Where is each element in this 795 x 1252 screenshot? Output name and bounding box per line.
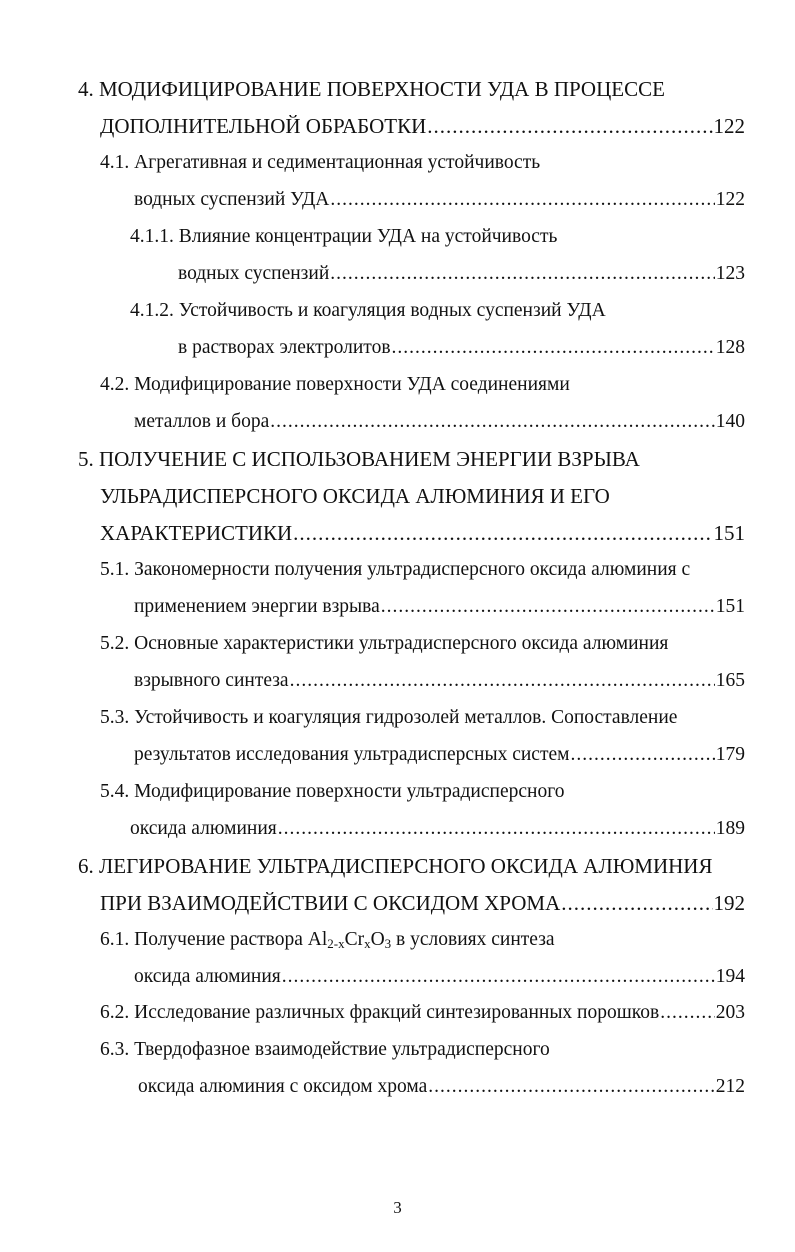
toc-section-5-3-line: результатов исследования ультрадисперсных систем ..... 179	[134, 742, 745, 768]
toc-section-4-1-title: 4.1. Агрегативная и седиментационная устойчивость	[100, 152, 541, 173]
toc-subsection-4-1-1-title: 4.1.1. Влияние концентрации УДА на устойчивость	[130, 226, 558, 247]
toc-section-5-3-title: 5.3. Устойчивость и коагуляция гидрозолей металлов. Сопоставление	[100, 707, 678, 728]
toc-section-5-4-title: 5.4. Модифицирование поверхности ультрадисперсного	[100, 781, 565, 802]
toc-page-number: 151	[713, 521, 745, 545]
toc-page-number: 179	[715, 744, 745, 765]
toc-page-number: 140	[715, 411, 745, 432]
toc-section-4-1-line: водных суспензий УДА ..... 122	[134, 187, 745, 213]
toc-chapter-5-title: 5. ПОЛУЧЕНИЕ С ИСПОЛЬЗОВАНИЕМ ЭНЕРГИИ ВЗРЫВА	[78, 447, 640, 471]
toc-page-number: 122	[713, 114, 745, 138]
toc-section-5-2-title: 5.2. Основные характеристики ультрадисперсного оксида алюминия	[100, 633, 669, 654]
toc-chapter-5-line: ХАРАКТЕРИСТИКИ ..... 151	[100, 520, 745, 546]
toc-section-5-1-line: применением энергии взрыва ..... 151	[134, 594, 745, 620]
toc-page-number: 165	[715, 670, 745, 691]
toc-page-number: 123	[715, 263, 745, 284]
toc-page-number: 189	[715, 818, 745, 839]
toc-section-6-1-title: 6.1. Получение раствора $Al_{2-x}Cr_xO_3$ в условиях синтеза	[100, 929, 555, 951]
toc-section-6-1-line: оксида алюминия ..... 194	[134, 964, 745, 990]
toc-chapter-6-line: ПРИ ВЗАИМОДЕЙСТВИИ С ОКСИДОМ ХРОМА ..... 192	[100, 890, 745, 916]
toc-section-6-3-line: оксида алюминия с оксидом хрома ..... 212	[138, 1074, 745, 1100]
toc-section-5-4-line: оксида алюминия ..... 189	[130, 816, 745, 842]
toc-page-number: 128	[715, 337, 745, 358]
toc-page-number: 122	[715, 189, 745, 210]
toc-page-number: 192	[713, 891, 745, 915]
toc-page-number: 151	[715, 596, 745, 617]
toc-section-5-2-line: взрывного синтеза ..... 165	[134, 668, 745, 694]
toc-section-5-1-title: 5.1. Закономерности получения ультрадисперсного оксида алюминия с	[100, 559, 691, 580]
toc-section-4-2-title: 4.2. Модифицирование поверхности УДА соединениями	[100, 374, 570, 395]
toc-page-number: 194	[715, 966, 745, 987]
toc-section-4-2-line: металлов и бора ..... 140	[134, 409, 745, 435]
toc-page-number: 203	[715, 1002, 745, 1023]
toc-page-number: 212	[715, 1076, 745, 1097]
toc-chapter-5-title-cont: УЛЬРАДИСПЕРСНОГО ОКСИДА АЛЮМИНИЯ И ЕГО	[100, 484, 610, 508]
toc-chapter-4-line: ДОПОЛНИТЕЛЬНОЙ ОБРАБОТКИ ..... 122	[100, 113, 745, 139]
toc-section-6-3-title: 6.3. Твердофазное взаимодействие ультрадисперсного	[100, 1039, 550, 1060]
toc-subsection-4-1-1-line: водных суспензий ..... 123	[178, 261, 745, 287]
toc-subsection-4-1-2-title: 4.1.2. Устойчивость и коагуляция водных суспензий УДА	[130, 300, 606, 321]
toc-section-6-2-line: 6.2. Исследование различных фракций синтезированных порошков ..... 203	[100, 1000, 745, 1026]
toc-chapter-4-title: 4. МОДИФИЦИРОВАНИЕ ПОВЕРХНОСТИ УДА В ПРОЦЕССЕ	[78, 77, 665, 101]
toc-subsection-4-1-2-line: в растворах электролитов ..... 128	[178, 335, 745, 361]
page-number: 3	[393, 1198, 402, 1217]
toc-chapter-6-title: 6. ЛЕГИРОВАНИЕ УЛЬТРАДИСПЕРСНОГО ОКСИДА АЛЮМИНИЯ	[78, 854, 713, 878]
